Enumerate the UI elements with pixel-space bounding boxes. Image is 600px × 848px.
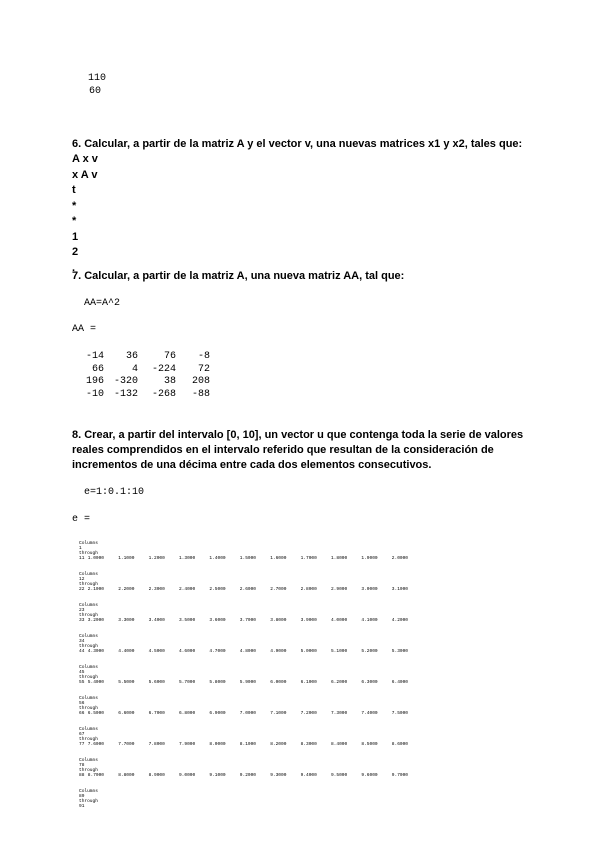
aa-result-label: AA = [72, 324, 97, 335]
vector-value: 6.1000 [300, 680, 317, 685]
matrix-cell: -224 [152, 363, 177, 375]
vector-value: 3.6000 [209, 618, 226, 623]
vector-value: 2.0000 [391, 556, 408, 561]
vector-value: 3.4000 [148, 618, 165, 623]
vector-value: 8.5000 [361, 742, 378, 747]
vector-value: 9.7000 [391, 773, 408, 778]
vector-value: 2.5000 [209, 587, 226, 592]
vector-value: 8.2000 [270, 742, 287, 747]
output-value: 110 [88, 73, 107, 84]
vector-value: 2.7000 [270, 587, 287, 592]
vector-value: 4.0000 [330, 618, 348, 623]
vector-value: 6.6000 [118, 711, 135, 716]
vector-value: 3.0000 [361, 587, 378, 592]
matrix-cell: 38 [164, 376, 177, 387]
vector-value: 4.6000 [178, 649, 196, 654]
formula-fragment: 1 [72, 230, 79, 243]
vector-value: 7.0000 [239, 711, 256, 716]
vector-value: 3.1000 [391, 587, 408, 592]
column-range-label: Columns 23 through 33 [79, 603, 98, 623]
matrix-cell: -268 [152, 388, 177, 400]
vector-value: 7.6000 [87, 742, 104, 747]
matrix-cell: -88 [192, 388, 211, 400]
vector-value: 7.5000 [391, 711, 408, 716]
vector-value: 1.5000 [239, 556, 256, 561]
e-command: e=1:0.1:10 [84, 487, 145, 498]
matrix-cell: 76 [164, 351, 177, 362]
vector-value: 5.8000 [209, 680, 226, 685]
vector-value: 9.6000 [361, 773, 378, 778]
vector-value: 7.3000 [330, 711, 348, 716]
vector-value: 2.6000 [239, 587, 256, 592]
vector-value: 3.3000 [118, 618, 135, 623]
vector-value: 3.9000 [300, 618, 317, 623]
vector-value: 9.3000 [270, 773, 287, 778]
aa-command: AA=A^2 [84, 298, 121, 309]
column-range-label: Columns 78 through 88 [79, 758, 98, 778]
matrix-cell: -10 [86, 388, 105, 400]
vector-value: 6.0000 [270, 680, 287, 685]
vector-value: 5.3000 [391, 649, 408, 654]
vector-value: 1.6000 [270, 556, 287, 561]
formula-fragment: x A v [72, 168, 98, 181]
formula-fragment: . [72, 261, 76, 274]
vector-value: 9.4000 [300, 773, 317, 778]
vector-value: 2.9000 [330, 587, 348, 592]
vector-value: 3.7000 [239, 618, 256, 623]
question-7-heading: 7. Calcular, a partir de la matriz A, una nueva matriz AA, tal que: [72, 270, 405, 282]
vector-value: 7.1000 [270, 711, 287, 716]
vector-value: 6.7000 [148, 711, 165, 716]
vector-value: 3.8000 [270, 618, 287, 623]
vector-value: 8.1000 [239, 742, 256, 747]
vector-value: 4.1000 [361, 618, 378, 623]
column-range-label: Columns 67 through 77 [79, 727, 98, 747]
vector-value: 1.9000 [361, 556, 378, 561]
vector-value: 7.7000 [118, 742, 135, 747]
vector-value: 4.2000 [391, 618, 408, 623]
column-range-label: Columns 12 through 22 [79, 572, 98, 592]
vector-value: 4.7000 [209, 649, 226, 654]
vector-value: 1.8000 [330, 556, 348, 561]
vector-value: 5.5000 [118, 680, 135, 685]
column-range-label: Columns 34 through 44 [79, 634, 98, 654]
vector-value: 9.5000 [330, 773, 348, 778]
formula-fragment: 2 [72, 246, 79, 258]
matrix-row [86, 389, 210, 402]
matrix-cell: -132 [114, 388, 139, 400]
vector-value: 6.8000 [178, 711, 196, 716]
vector-value: 2.4000 [178, 587, 196, 592]
vector-value: 8.9000 [148, 773, 165, 778]
vector-value: 7.2000 [300, 711, 317, 716]
vector-value: 9.2000 [239, 773, 256, 778]
vector-value: 5.2000 [361, 649, 378, 654]
formula-fragment: * [72, 215, 77, 227]
vector-value: 5.7000 [178, 680, 196, 685]
e-result-label: e = [72, 514, 91, 525]
vector-value: 2.8000 [300, 587, 317, 592]
aa-matrix [86, 351, 210, 401]
vector-value: 1.0000 [87, 556, 104, 561]
vector-value: 2.3000 [148, 587, 165, 592]
matrix-row [86, 351, 210, 364]
vector-value: 8.7000 [87, 773, 104, 778]
vector-value: 8.6000 [391, 742, 408, 747]
formula-fragment: A x v [72, 153, 98, 165]
vector-value: 5.0000 [300, 649, 317, 654]
column-range-label: Columns 56 through 66 [79, 696, 98, 716]
vector-value: 1.4000 [209, 556, 226, 561]
vector-value: 9.0000 [178, 773, 196, 778]
matrix-cell: -320 [114, 376, 139, 387]
vector-value: 1.2000 [148, 556, 165, 561]
formula-fragment: * [72, 199, 77, 212]
vector-value: 2.2000 [118, 587, 135, 592]
vector-value: 9.1000 [209, 773, 226, 778]
output-value: 60 [88, 86, 101, 97]
matrix-cell: 196 [86, 376, 105, 387]
vector-value: 2.1000 [87, 587, 104, 592]
vector-value: 8.4000 [330, 742, 348, 747]
matrix-row [86, 376, 210, 389]
previous-output [88, 72, 107, 98]
vector-value: 5.9000 [239, 680, 256, 685]
vector-value: 7.8000 [148, 742, 165, 747]
vector-value: 8.3000 [300, 742, 317, 747]
matrix-row [86, 364, 210, 377]
vector-value: 6.9000 [209, 711, 226, 716]
vector-value: 4.4000 [118, 649, 135, 654]
matrix-cell: -8 [198, 351, 211, 362]
formula-fragment: t [72, 184, 76, 196]
matrix-cell: 72 [198, 363, 211, 375]
matrix-cell: 208 [192, 376, 211, 387]
column-range-label: Columns 89 through 91 [79, 789, 98, 809]
vector-value: 6.5000 [87, 711, 104, 716]
vector-value: 3.2000 [87, 618, 104, 623]
vector-value: 4.8000 [239, 649, 256, 654]
vector-value: 5.1000 [330, 649, 348, 654]
matrix-cell: 66 [92, 363, 105, 375]
question-6-formula-fragments [72, 152, 98, 276]
vector-value: 6.2000 [330, 680, 348, 685]
column-range-label: Columns 1 through 11 [79, 541, 98, 561]
vector-value: 4.3000 [87, 649, 104, 654]
vector-value: 1.7000 [300, 556, 317, 561]
vector-value: 3.5000 [178, 618, 196, 623]
matrix-cell: 4 [132, 363, 139, 375]
vector-value: 4.9000 [270, 649, 287, 654]
vector-value: 4.5000 [148, 649, 165, 654]
vector-value: 8.0000 [209, 742, 226, 747]
vector-value: 1.3000 [178, 556, 196, 561]
matrix-cell: -14 [86, 351, 105, 362]
vector-value: 5.6000 [148, 680, 165, 685]
vector-value: 7.4000 [361, 711, 378, 716]
vector-value: 1.1000 [118, 556, 135, 561]
question-8-heading: 8. Crear, a partir del intervalo [0, 10], un vector u que contenga toda la serie de valores reales comprendidos en el intervalo referido que resultan de la consideración de incrementos de una décima entre cada dos elementos consecutivos. [72, 429, 524, 471]
vector-value: 7.9000 [178, 742, 196, 747]
vector-value: 5.4000 [87, 680, 104, 685]
vector-value: 8.8000 [118, 773, 135, 778]
vector-value: 6.4000 [391, 680, 408, 685]
question-6-heading: 6. Calcular, a partir de la matriz A y el vector v, una nuevas matrices x1 y x2, tales que: [72, 138, 523, 150]
matrix-cell: 36 [126, 351, 139, 362]
column-range-label: Columns 45 through 55 [79, 665, 98, 685]
vector-value: 6.3000 [361, 680, 378, 685]
